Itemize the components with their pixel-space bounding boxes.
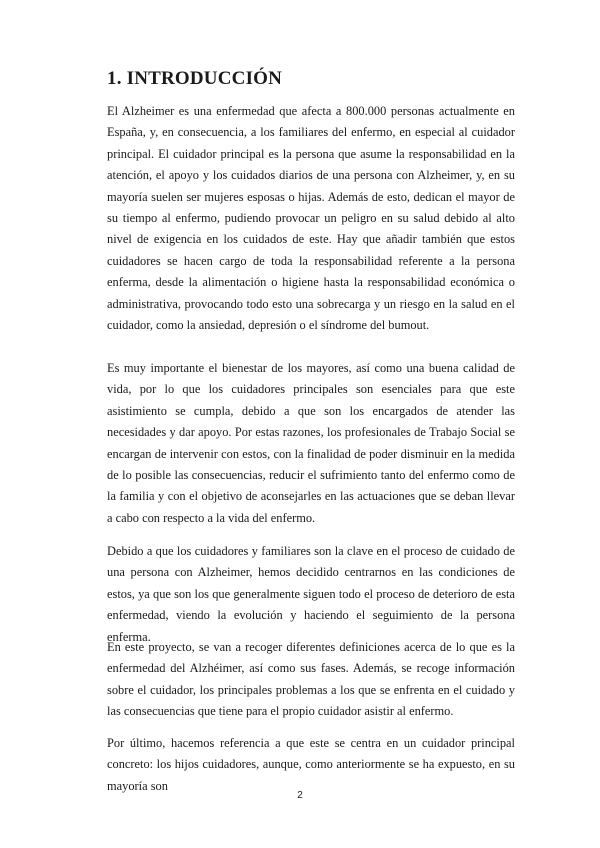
section-heading: 1. INTRODUCCIÓN	[107, 68, 283, 89]
paragraph-wellbeing: Es muy importante el bienestar de los mayores, así como una buena calidad de vida, por lo que los cuidadores principales son esenciales para que este asistimiento se cumpla, debido a que son los encargados de atender las necesidades y dar apoyo. Por estas razones, los profesionales de Trabajo Social se encargan de intervenir con estos, con la finalidad de poder disminuir en la medida de lo posible las consecuencias, reducir el sufrimiento tanto del enfermo como de la familia y con el objetivo de aconsejarles en las actuaciones que se deban llevar a cabo con respecto a la vida del enfermo.	[107, 361, 515, 525]
page-number: 2	[297, 790, 303, 801]
paragraph-project-scope: En este proyecto, se van a recoger diferentes definiciones acerca de lo que es la enfermedad del Alzhéimer, así como sus fases. Además, se recoge información sobre el cuidador, los principales problemas a los que se enfrenta en el cuidado y las consecuencias que tiene para el propio cuidador asistir al enfermo.	[107, 640, 515, 719]
paragraph-intro: El Alzheimer es una enfermedad que afecta a 800.000 personas actualmente en España, y, en consecuencia, a los familiares del enfermo, en especial al cuidador principal. El cuidador principal es la persona que asume la responsabilidad en la atención, el apoyo y los cuidados diarios de una persona con Alzheimer, y, en su mayoría suelen ser mujeres esposas o hijas. Además de esto, dedican el mayor de su tiempo al enfermo, pudiendo provocar un peligro en su salud debido al alto nivel de exigencia en los cuidados de este. Hay que añadir también que estos cuidadores se hacen cargo de toda la responsabilidad referente a la persona enferma, desde la alimentación o higiene hasta la responsabilidad económica o administrativa, provocando todo esto una sobrecarga y un riesgo en la salud en el cuidador, como la ansiedad, depresión o el síndrome del bumout.	[107, 104, 515, 333]
paragraph-conclusion: Por último, hacemos referencia a que este se centra en un cuidador principal concreto: los hijos cuidadores, aunque, como anteriormente se ha expuesto, en su mayoría son	[107, 736, 515, 793]
paragraph-caregivers-focus: Debido a que los cuidadores y familiares son la clave en el proceso de cuidado de una persona con Alzheimer, hemos decidido centrarnos en las condiciones de estos, ya que son los que generalmente siguen todo el proceso de deterioro de esta enfermedad, viendo la evolución y haciendo el seguimiento de la persona enferma.	[107, 544, 515, 644]
